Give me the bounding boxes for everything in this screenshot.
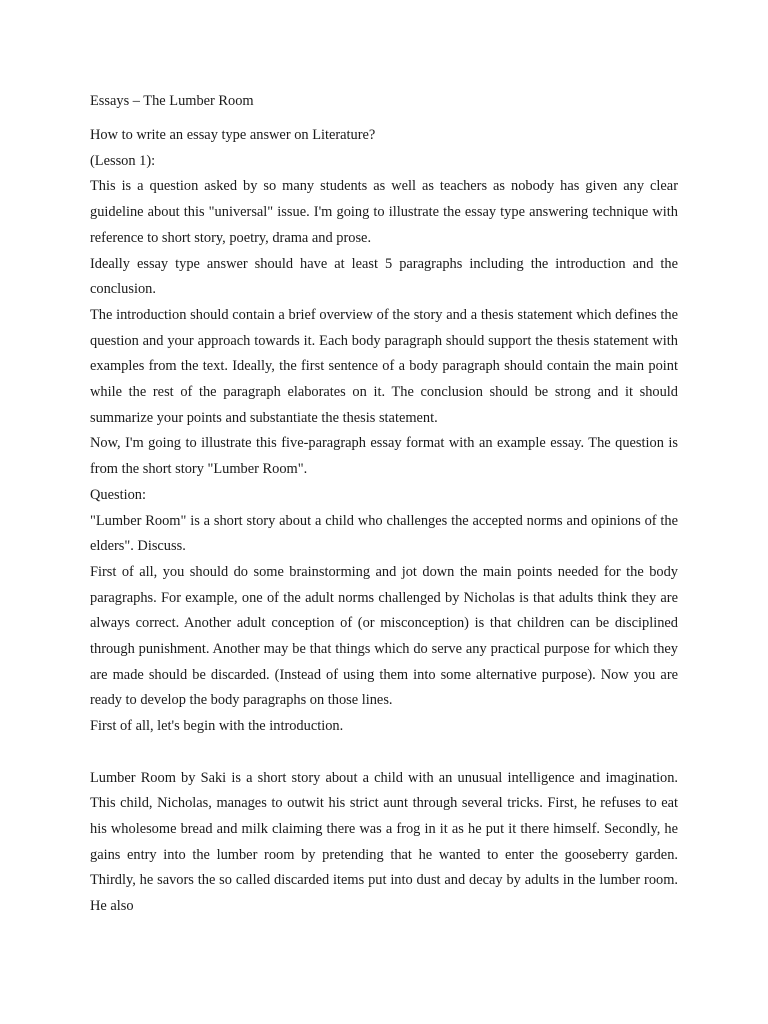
paragraph: Question: xyxy=(90,486,146,503)
paragraph: Lumber Room by Saki is a short story about a child with an unusual intelligence and imagination. This child, Nicholas, manages to outwit his strict aunt through several tricks. First, he refuses to eat his wholesome bread and milk claiming there was a frog in it as he put it there himself. Secondly, he gains entry into the lumber room by pretending that he wanted to enter the gooseberry garden. Thirdly, he savors the so called discarded items put into dust and decay by adults in the lumber room. He also xyxy=(90,769,678,915)
paragraph: First of all, let's begin with the introduction. xyxy=(90,718,344,735)
blank-line xyxy=(90,740,678,766)
paragraph: Ideally essay type answer should have at least 5 paragraphs including the introduction and the conclusion. xyxy=(90,255,678,298)
document-title: Essays – The Lumber Room xyxy=(90,93,254,109)
paragraph: This is a question asked by so many students as well as teachers as nobody has given any clear guideline about this "universal" issue. I'm going to illustrate the essay type answering technique with reference to short story, poetry, drama and prose. xyxy=(90,178,678,246)
paragraph: "Lumber Room" is a short story about a child who challenges the accepted norms and opinions of the elders". Discuss. xyxy=(90,512,678,555)
paragraph: Now, I'm going to illustrate this five-paragraph essay format with an example essay. The question is from the short story "Lumber Room". xyxy=(90,435,678,478)
paragraph: First of all, you should do some brainstorming and jot down the main points needed for the body paragraphs. For example, one of the adult norms challenged by Nicholas is that adults think they are always correct. Another adult conception of (or misconception) is that children can be disciplined through punishment. Another may be that things which do serve any practical purpose for which they are made should be discarded. (Instead of using them into some alternative purpose). Now you are ready to develop the body paragraphs on those lines. xyxy=(90,563,678,709)
paragraph: The introduction should contain a brief overview of the story and a thesis statement which defines the question and your approach towards it. Each body paragraph should support the thesis statement with examples from the text. Ideally, the first sentence of a body paragraph should contain the main point while the rest of the paragraph elaborates on it. The conclusion should be strong and it should summarize your points and substantiate the thesis statement. xyxy=(90,306,678,426)
paragraph: (Lesson 1): xyxy=(90,152,156,169)
paragraph: How to write an essay type answer on Literature? xyxy=(90,127,376,143)
top-section xyxy=(90,123,678,740)
document-body xyxy=(90,88,678,920)
essay-introduction-section xyxy=(90,766,678,920)
